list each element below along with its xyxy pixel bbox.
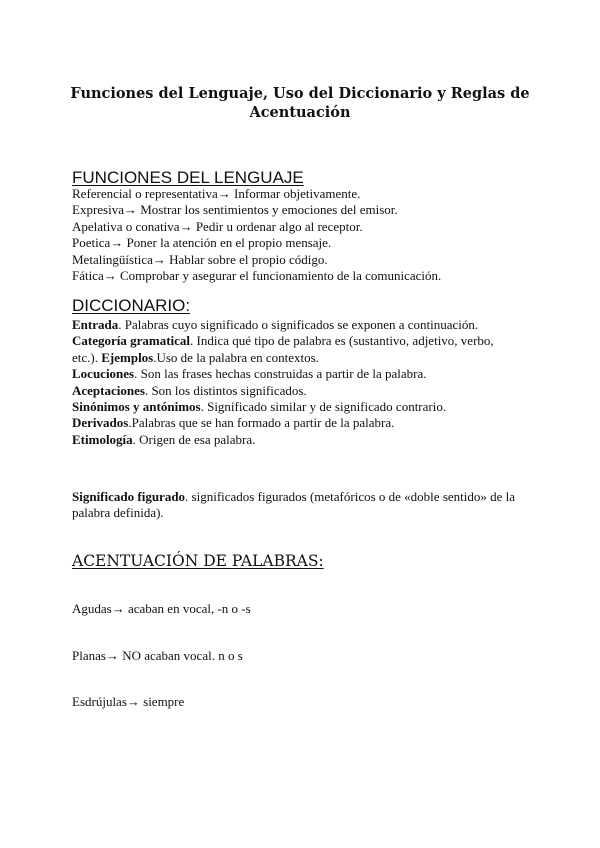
dict-text: . Origen de esa palabra. <box>132 431 256 447</box>
dict-text: . Significado similar y de significado contrario. <box>200 399 447 415</box>
dict-text: . significados figurados (metafóricos o de «doble sentido» de la palabra definida). <box>72 489 516 521</box>
funcion-referencial: Referencial o representativa→ Informar objetivamente. <box>72 186 361 201</box>
section-heading-acentuacion: ACENTUACIÓN DE PALABRAS: <box>72 552 324 570</box>
funcion-poetica: Poetica→ Poner la atención en el propio mensaje. <box>72 235 332 251</box>
dict-text: . Palabras cuyo significado o significados se exponen a continuación. <box>118 317 479 332</box>
funcion-metalinguistica: Metalingüística→ Hablar sobre el propio código. <box>72 251 328 267</box>
title-line-1: Funciones del Lenguaje, Uso del Diccionario y Reglas de <box>70 85 530 102</box>
dict-text: .Palabras que se han formado a partir de la palabra. <box>128 415 395 431</box>
dict-entry-locuciones <box>72 366 522 382</box>
title-line-2: Acentuación <box>249 104 351 121</box>
dict-term: Aceptaciones <box>72 382 145 398</box>
dict-text: . Indica qué tipo de palabra es (sustantivo, adjetivo, verbo, etc.). <box>72 333 494 365</box>
funcion-apelativa: Apelativa o conativa→ Pedir u ordenar algo al receptor. <box>72 218 363 234</box>
dict-entry-aceptaciones <box>72 383 522 399</box>
acentuacion-agudas: Agudas→ acaban en vocal, -n o -s <box>72 601 251 616</box>
dict-text: . Son los distintos significados. <box>144 382 307 398</box>
acentuacion-esdrujulas: Esdrújulas→ siempre <box>72 694 185 709</box>
dict-term: Categoría gramatical <box>72 333 191 349</box>
document-title <box>60 84 540 122</box>
dict-text: . Son las frases hechas construidas a partir de la palabra. <box>134 366 427 382</box>
dict-entry-etimologia <box>72 432 522 448</box>
dict-entry-derivados <box>72 415 522 431</box>
dict-text: .Uso de la palabra en contextos. <box>153 349 319 365</box>
diccionario-list <box>72 317 522 448</box>
dict-term: Significado figurado <box>72 489 186 504</box>
funciones-list <box>72 186 532 284</box>
dict-term: Etimología <box>72 431 133 447</box>
dict-term: Derivados <box>72 415 129 431</box>
dict-entry-categoria <box>72 333 522 366</box>
dict-term: Entrada <box>72 317 119 332</box>
dict-term: Ejemplos <box>101 349 154 365</box>
funcion-fatica: Fática→ Comprobar y asegurar el funcionamiento de la comunicación. <box>72 268 442 284</box>
dict-entry-entrada <box>72 317 522 333</box>
funcion-expresiva: Expresiva→ Mostrar los sentimientos y emociones del emisor. <box>72 202 398 218</box>
dict-term: Sinónimos y antónimos <box>72 399 201 415</box>
dict-term: Locuciones <box>72 366 135 382</box>
dict-entry-figurado <box>72 489 532 522</box>
acentuacion-planas: Planas→ NO acaban vocal. n o s <box>72 648 243 663</box>
dict-entry-sinonimos <box>72 399 522 415</box>
section-heading-funciones: FUNCIONES DEL LENGUAJE <box>72 168 304 187</box>
section-heading-diccionario: DICCIONARIO: <box>72 296 191 315</box>
